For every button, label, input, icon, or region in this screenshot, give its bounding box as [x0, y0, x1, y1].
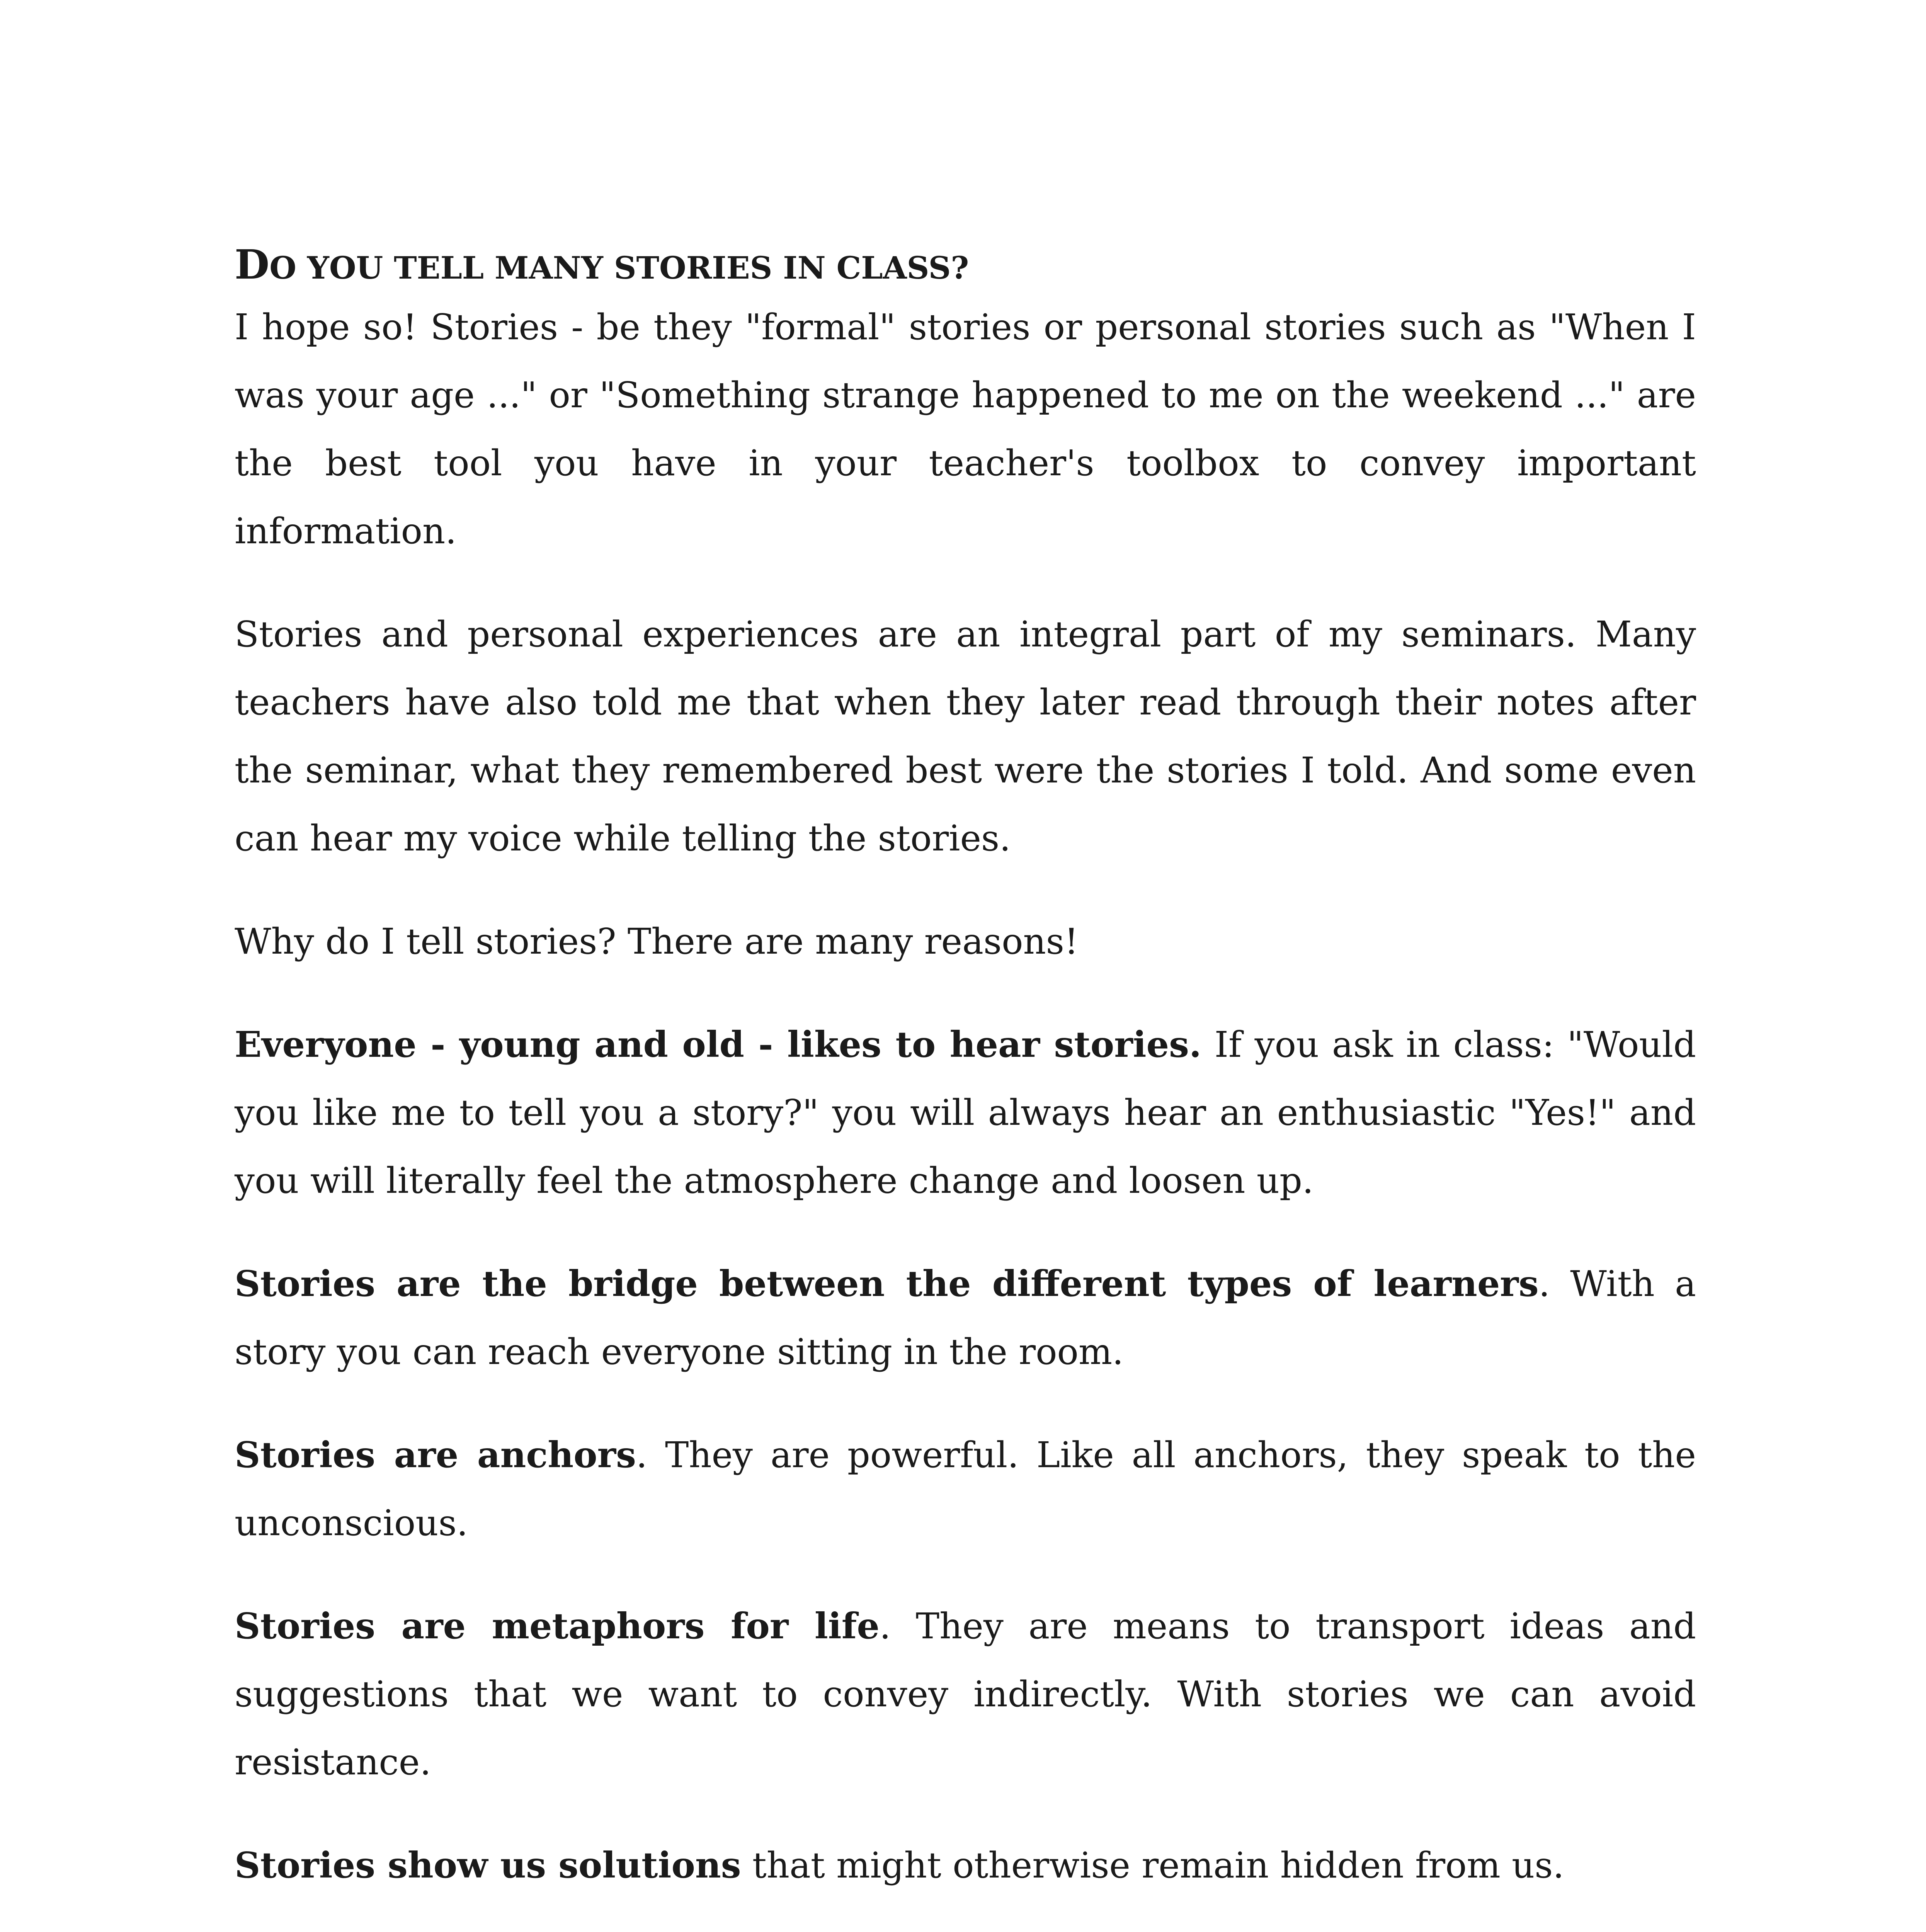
- paragraph: [235, 1010, 1696, 1215]
- paragraph-text: Why do I tell stories? There are many reasons!: [235, 921, 1079, 962]
- heading-initial: D: [235, 241, 270, 288]
- paragraph-text: Stories and personal experiences are an integral part of my seminars. Many teachers have also told me that when they later read through their notes after the seminar, what they remembered best were the stories I told. And some even can hear my voice while telling the stories.: [235, 614, 1696, 859]
- paragraph-text: . They are means to transport ideas and suggestions that we want to convey indirectly. With stories we can avoid resistance.: [235, 1605, 1696, 1783]
- paragraph-text: If you ask in class: "Would you like me to tell you a story?" you will always hear an enthusiastic "Yes!" and you will literally feel the atmosphere change and loosen up.: [235, 1024, 1696, 1201]
- paragraph-text: I hope so! Stories - be they "formal" stories or personal stories such as "When I was your age ..." or "Something strange happened to me on the weekend ..." are the best tool you have in your teacher's toolbox to convey important information.: [235, 306, 1696, 552]
- paragraph-text: . They are powerful. Like all anchors, they speak to the unconscious.: [235, 1434, 1696, 1544]
- paragraph: [235, 1250, 1696, 1386]
- heading-smallcaps: O YOU TELL MANY STORIES IN CLASS?: [269, 250, 969, 286]
- section-heading: [235, 240, 1696, 293]
- paragraph-bold-lead: Stories are metaphors for life: [235, 1605, 880, 1647]
- paragraph-bold-lead: Stories are anchors: [235, 1434, 636, 1476]
- paragraph-bold-lead: Stories are the bridge between the different types of learners: [235, 1263, 1539, 1304]
- paragraph: [235, 1592, 1696, 1796]
- paragraph: [235, 1831, 1696, 1900]
- paragraph: [235, 1421, 1696, 1557]
- paragraph: [235, 600, 1696, 872]
- paragraph-text: . With a story you can reach everyone sitting in the room.: [235, 1263, 1696, 1372]
- paragraph-text: that might otherwise remain hidden from us.: [741, 1845, 1564, 1886]
- paragraph: [235, 293, 1696, 565]
- page-content: [235, 240, 1696, 1932]
- paragraph-bold-lead: Everyone - young and old - likes to hear stories.: [235, 1024, 1201, 1065]
- paragraph-bold-lead: Stories show us solutions: [235, 1844, 741, 1886]
- paragraph: [235, 907, 1696, 976]
